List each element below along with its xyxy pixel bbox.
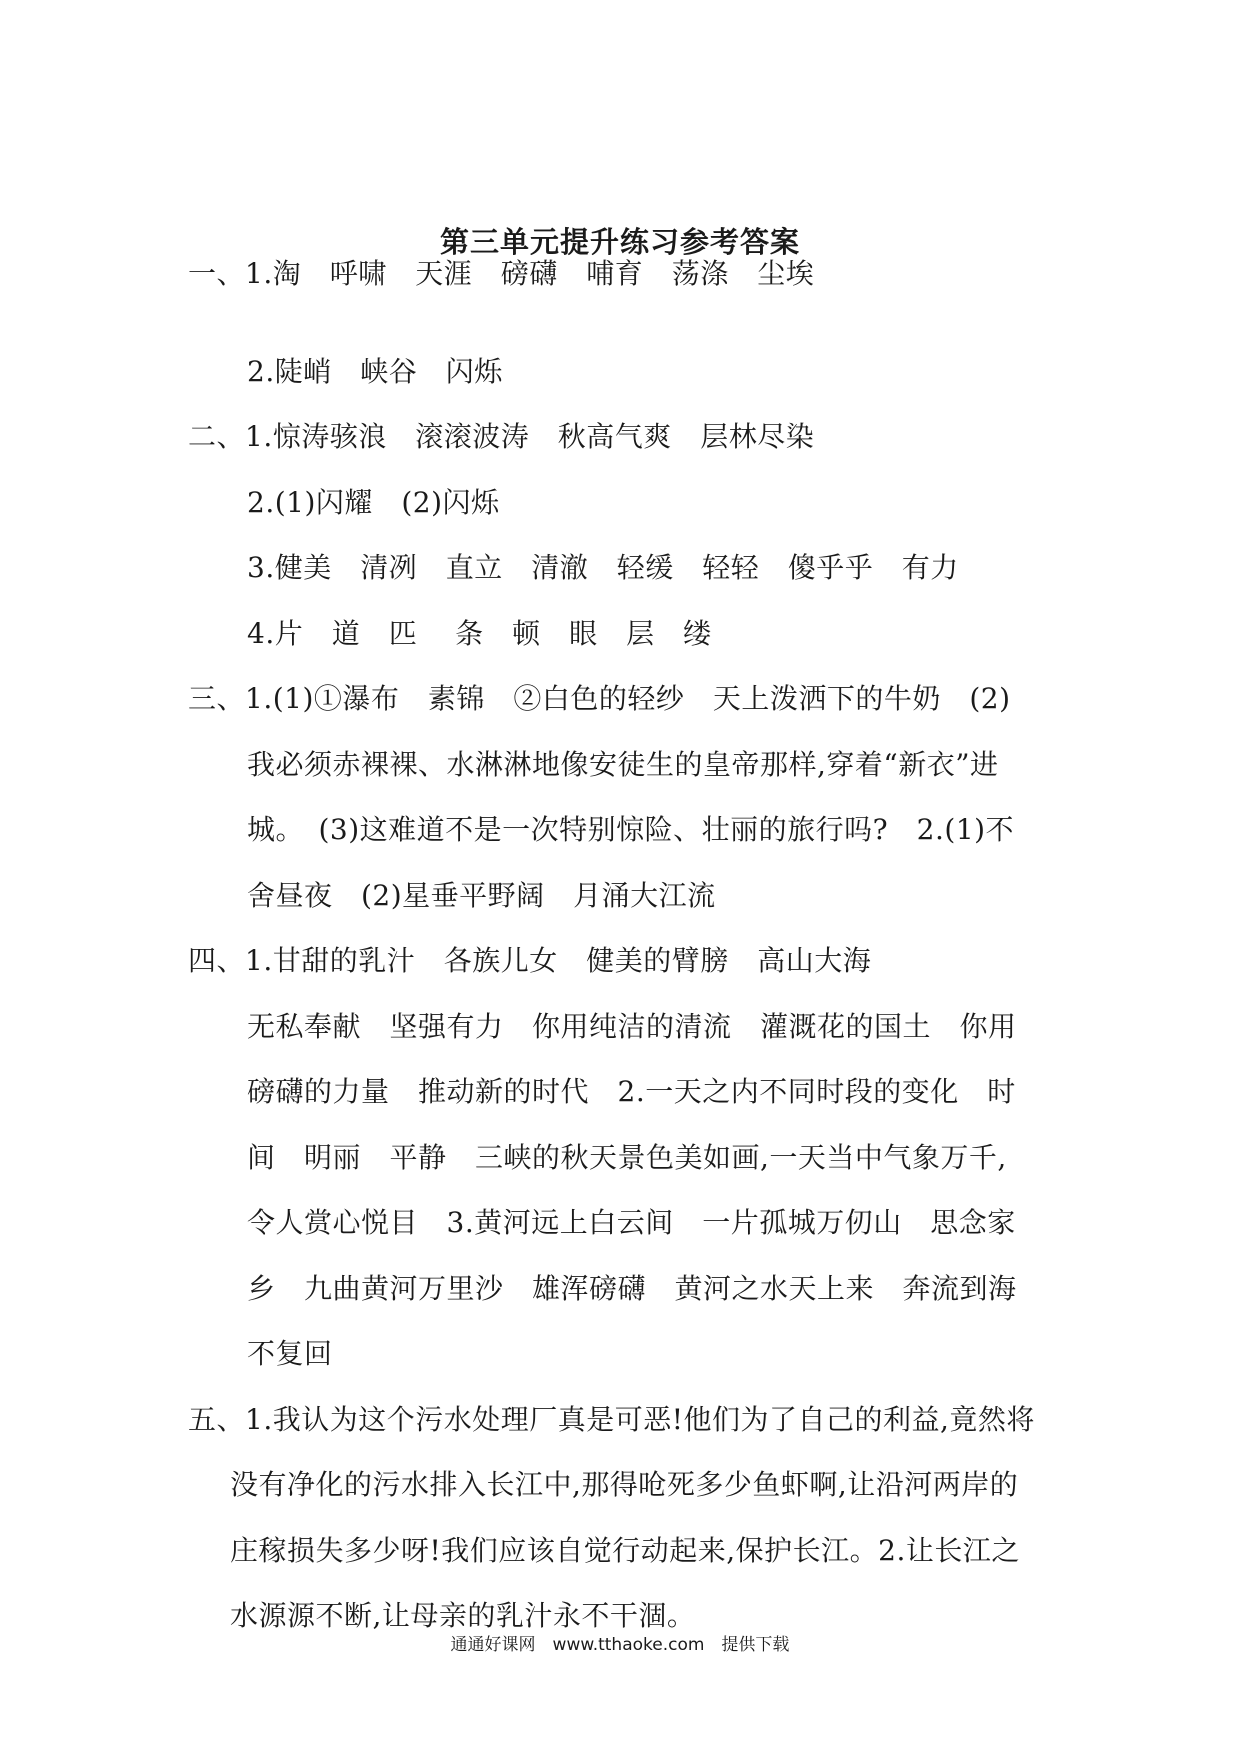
answer-line: 一、1.淘 呼啸 天涯 磅礴 哺育 荡涤 尘埃 [188,257,815,290]
answer-line: 4.片 道 匹 条 顿 眼 层 缕 [247,617,712,650]
answer-line: 四、1.甘甜的乳汁 各族儿女 健美的臂膀 高山大海 [188,944,872,977]
answer-line: 2.陡峭 峡谷 闪烁 [247,355,503,388]
answer-line: 3.健美 清冽 直立 清澈 轻缓 轻轻 傻乎乎 有力 [247,551,959,584]
answer-line: 庄稼损失多少呀!我们应该自觉行动起来,保护长江。2.让长江之 [230,1534,1020,1567]
answer-line: 令人赏心悦目 3.黄河远上白云间 一片孤城万仞山 思念家 [247,1206,1016,1239]
answer-line: 二、1.惊涛骇浪 滚滚波涛 秋高气爽 层林尽染 [188,420,815,453]
answer-line: 磅礴的力量 推动新的时代 2.一天之内不同时段的变化 时 [247,1075,1016,1108]
answer-line: 我必须赤裸裸、水淋淋地像安徒生的皇帝那样,穿着“新衣”进 [247,748,999,781]
answer-line: 不复回 [247,1337,333,1370]
answer-line: 舍昼夜 (2)星垂平野阔 月涌大江流 [247,879,716,912]
answer-line: 无私奉献 坚强有力 你用纯洁的清流 灌溉花的国土 你用 [247,1010,1017,1043]
answer-line: 水源源不断,让母亲的乳汁永不干涸。 [230,1599,696,1632]
page-title: 第三单元提升练习参考答案 [439,225,800,259]
answer-line: 乡 九曲黄河万里沙 雄浑磅礴 黄河之水天上来 奔流到海 [247,1272,1017,1305]
answer-line: 三、1.(1)①瀑布 素锦 ②白色的轻纱 天上泼洒下的牛奶 (2) [188,682,1011,715]
footer-source: 通通好课网 www.tthaoke.com 提供下载 [450,1635,790,1655]
answer-line: 五、1.我认为这个污水处理厂真是可恶!他们为了自己的利益,竟然将 [188,1403,1035,1436]
answer-line: 间 明丽 平静 三峡的秋天景色美如画,一天当中气象万千, [247,1141,1007,1174]
answer-line: 城。 (3)这难道不是一次特别惊险、壮丽的旅行吗? 2.(1)不 [247,813,1015,846]
answer-line: 没有净化的污水排入长江中,那得呛死多少鱼虾啊,让沿河两岸的 [230,1468,1019,1501]
answer-line: 2.(1)闪耀 (2)闪烁 [247,486,500,519]
